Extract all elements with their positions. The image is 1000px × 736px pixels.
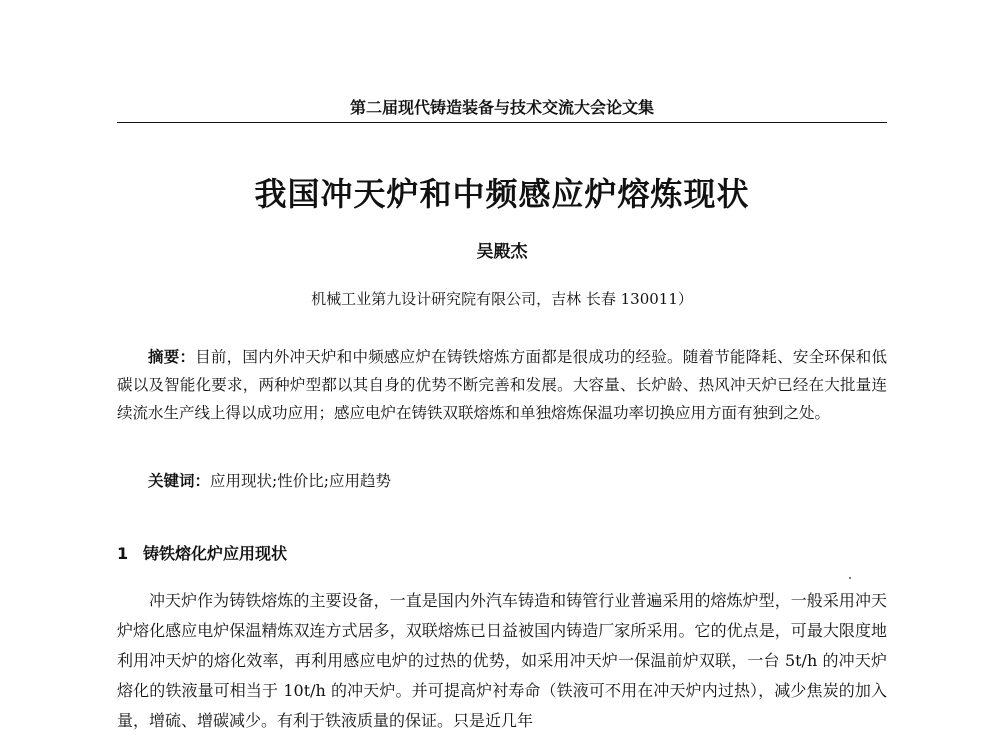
- section-number: 1: [117, 544, 129, 563]
- scan-speck: [849, 577, 851, 579]
- keywords-label: 关键词：: [148, 472, 211, 490]
- keywords-text: 应用现状;性价比;应用趋势: [210, 472, 391, 490]
- paper-title: 我国冲天炉和中频感应炉熔炼现状: [254, 175, 750, 213]
- body-text: [117, 586, 887, 736]
- abstract: [117, 343, 887, 427]
- author-name: 吴殿杰: [476, 242, 528, 262]
- body-paragraph: 冲天炉作为铸铁熔炼的主要设备，一直是国内外汽车铸造和铸管行业普遍采用的熔炼炉型，一般采用冲天炉熔化感应电炉保温精炼双连方式居多，双联熔炼已日益被国内铸造厂家所采用。它的优点是，可最大限度地利用冲天炉的熔化效率，再利用感应电炉的过热的优势，如采用冲天炉一保温前炉双联，一台 5t/h 的冲天炉熔化的铁液量可相当于 10t/h 的冲天炉。并可提高炉衬寿命（铁液可不用在冲天炉内过热），减少焦炭的加入量，增硫、增碳减少。有利于铁液质量的保证。只是近几年: [117, 591, 887, 730]
- author-affiliation: 机械工业第九设计研究院有限公司，吉林 长春 130011）: [311, 290, 693, 308]
- section-heading: [117, 541, 887, 567]
- keywords: [117, 467, 887, 495]
- abstract-text: 目前，国内外冲天炉和中频感应炉在铸铁熔炼方面都是很成功的经验。随着节能降耗、安全环保和低碳以及智能化要求，两种炉型都以其自身的优势不断完善和发展。大容量、长炉龄、热风冲天炉已经在大批量连续流水生产线上得以成功应用；感应电炉在铸铁双联熔炼和单独熔炼保温功率切换应用方面有独到之处。: [117, 348, 887, 422]
- header-rule: [117, 122, 887, 123]
- abstract-label: 摘要：: [148, 348, 196, 366]
- abstract-paragraph: [117, 343, 887, 427]
- running-header: 第二届现代铸造装备与技术交流大会论文集: [349, 98, 654, 117]
- section-title: 铸铁熔化炉应用现状: [143, 544, 288, 563]
